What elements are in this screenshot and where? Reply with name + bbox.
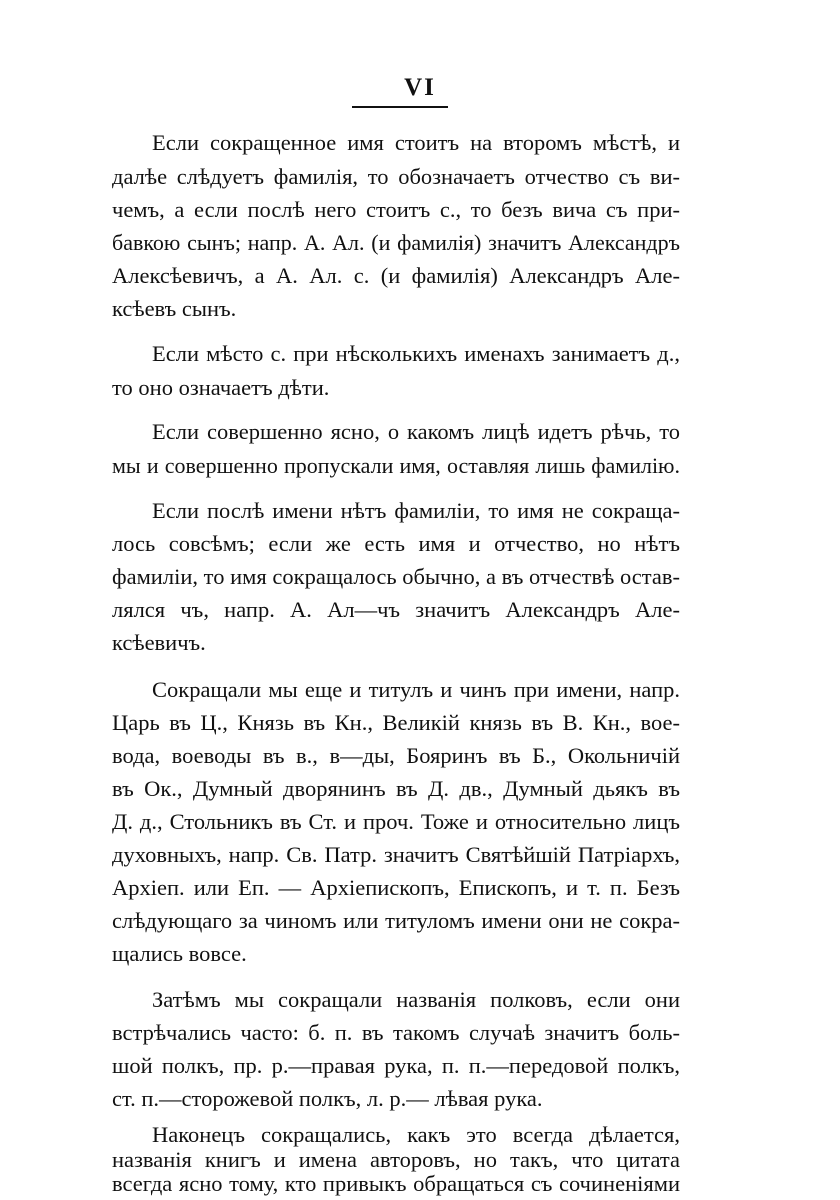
- text-line: шой полкъ, пр. р.—правая рука, п. п.—передовой полкъ,: [112, 1053, 680, 1078]
- text-line: въ Ок., Думный дворянинъ въ Д. дв., Думный дьякъ въ: [112, 776, 680, 801]
- text-line: далѣе слѣдуетъ фамилія, то обозначаетъ отчество съ ви-: [112, 164, 680, 189]
- text-line: Алексѣевичъ, а А. Ал. с. (и фамилія) Александръ Але-: [112, 263, 680, 288]
- text-line: Затѣмъ мы сокращали названія полковъ, если они: [152, 987, 680, 1012]
- text-line: Если мѣсто с. при нѣсколькихъ именахъ занимаетъ д.,: [152, 341, 680, 366]
- page-number: VI: [404, 74, 436, 101]
- text-line: духовныхъ, напр. Св. Патр. значитъ Святѣйшій Патріархъ,: [112, 842, 680, 867]
- text-line: Царь въ Ц., Князь въ Кн., Великій князь въ В. Кн., вое-: [112, 710, 680, 735]
- text-line: Наконецъ сокращались, какъ это всегда дѣлается,: [152, 1122, 680, 1147]
- text-line: Д. д., Стольникъ въ Ст. и проч. Тоже и относительно лицъ: [112, 809, 680, 834]
- text-line: Если сокращенное имя стоитъ на второмъ мѣстѣ, и: [152, 130, 680, 155]
- text-line: мы и совершенно пропускали имя, оставляя лишь фамилію.: [112, 453, 680, 478]
- text-line: Если совершенно ясно, о какомъ лицѣ идетъ рѣчь, то: [152, 419, 680, 444]
- text-line: ст. п.—сторожевой полкъ, л. р.— лѣвая рука.: [112, 1086, 543, 1111]
- text-line: встрѣчались часто: б. п. въ такомъ случаѣ значитъ боль-: [112, 1020, 680, 1045]
- text-line: лялся чъ, напр. А. Ал—чъ значитъ Александръ Але-: [112, 597, 680, 622]
- text-line: Сокращали мы еще и титулъ и чинъ при имени, напр.: [152, 677, 680, 702]
- text-line: вода, воеводы въ в., в—ды, Бояринъ въ Б., Окольничій: [112, 743, 680, 768]
- text-line: то оно означаетъ дѣти.: [112, 375, 330, 400]
- text-line: чемъ, а если послѣ него стоитъ с., то безъ вича съ при-: [112, 197, 680, 222]
- text-line: бавкою сынъ; напр. А. Ал. (и фамилія) значитъ Александръ: [112, 230, 680, 255]
- page-number-rule: [352, 106, 448, 108]
- text-line: Если послѣ имени нѣтъ фамиліи, то имя не сокраща-: [152, 498, 680, 523]
- text-line: фамиліи, то имя сокращалось обычно, а въ отчествѣ остав-: [112, 564, 680, 589]
- text-line: названія книгъ и имена авторовъ, но такъ, что цитата: [112, 1147, 680, 1172]
- text-line: ксѣевъ сынъ.: [112, 296, 237, 321]
- text-line: слѣдующаго за чиномъ или титуломъ имени они не сокра-: [112, 908, 680, 933]
- text-line: щались вовсе.: [112, 941, 247, 966]
- text-line: лось совсѣмъ; если же есть имя и отчество, но нѣтъ: [112, 531, 680, 556]
- text-line: всегда ясно тому, кто привыкъ обращаться съ сочиненіями: [112, 1171, 680, 1196]
- text-line: Архіеп. или Еп. — Архіепископъ, Епископъ, и т. п. Безъ: [112, 875, 680, 900]
- text-line: ксѣевичъ.: [112, 630, 206, 655]
